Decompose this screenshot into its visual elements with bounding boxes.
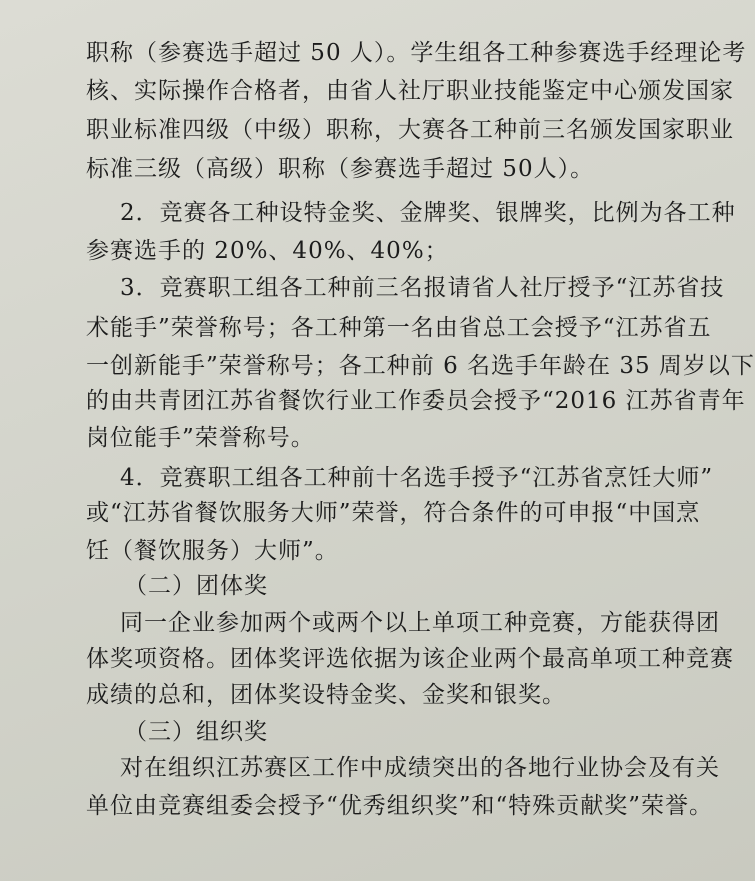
text-line: 体奖项资格。团体奖评选依据为该企业两个最高单项工种竞赛 [86,646,734,672]
text-line: 核、实际操作合格者，由省人社厅职业技能鉴定中心颁发国家 [86,78,734,104]
paragraph-2-line: 2．竞赛各工种设特金奖、金牌奖、银牌奖，比例为各工种 [120,200,736,226]
text-line: 同一企业参加两个或两个以上单项工种竞赛，方能获得团 [120,610,720,636]
text-line: 饪（餐饮服务）大师”。 [86,538,339,564]
text-line: 参赛选手的 20%、40%、40%； [86,238,449,264]
text-line: 标准三级（高级）职称（参赛选手超过 50人）。 [86,156,595,182]
section-heading-team-award: （二）团体奖 [124,573,268,599]
text-line: 一创新能手”荣誉称号；各工种前 6 名选手年龄在 35 周岁以下 [86,353,755,379]
text-line: 岗位能手”荣誉称号。 [86,425,315,451]
text-line: 成绩的总和，团体奖设特金奖、金奖和银奖。 [86,682,566,708]
text-line: 对在组织江苏赛区工作中成绩突出的各地行业协会及有关 [120,755,720,781]
text-line: 的由共青团江苏省餐饮行业工作委员会授予“2016 江苏省青年 [86,388,746,414]
text-line: 职称（参赛选手超过 50 人）。学生组各工种参赛选手经理论考 [86,40,747,66]
text-line: 职业标准四级（中级）职称，大赛各工种前三名颁发国家职业 [86,117,734,143]
text-line: 或“江苏省餐饮服务大师”荣誉，符合条件的可申报“中国烹 [86,500,701,526]
paragraph-3-line: 3．竞赛职工组各工种前三名报请省人社厅授予“江苏省技 [120,275,725,301]
section-heading-organization-award: （三）组织奖 [124,719,268,745]
text-line: 术能手”荣誉称号；各工种第一名由省总工会授予“江苏省五 [86,315,712,341]
text-line: 单位由竞赛组委会授予“优秀组织奖”和“特殊贡献奖”荣誉。 [86,793,714,819]
paragraph-4-line: 4．竞赛职工组各工种前十名选手授予“江苏省烹饪大师” [120,465,714,491]
